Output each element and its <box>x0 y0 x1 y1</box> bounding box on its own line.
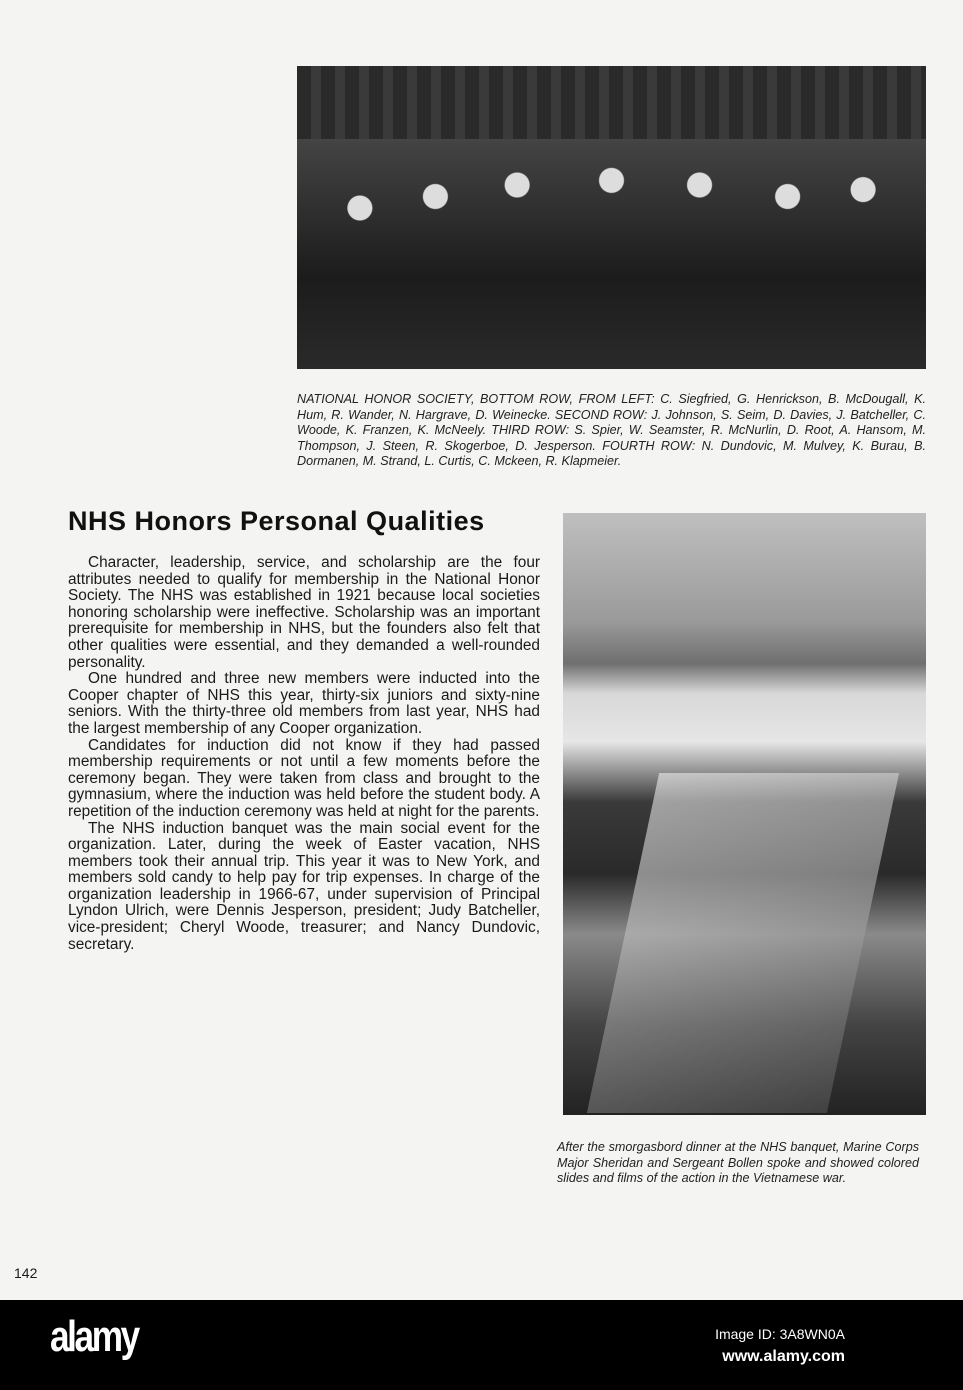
page-number: 142 <box>14 1265 38 1281</box>
article-headline: NHS Honors Personal Qualities <box>68 506 485 536</box>
article-body <box>68 555 540 953</box>
group-members-figures <box>297 139 926 369</box>
banquet-photo-caption: After the smorgasbord dinner at the NHS banquet, Marine Corps Major Sheridan and Sergeant Bollen spoke and showed colored slides and films of the action in the Vietnamese war. <box>557 1140 919 1186</box>
alamy-logo: alamy <box>50 1312 138 1361</box>
paragraph: Candidates for induction did not know if they had passed membership requirements or not until a few moments before the ceremony began. They were taken from class and brought to the gymnasium, where the induction was held before the student body. A repetition of the induction ceremony was held at night for the parents. <box>68 736 540 820</box>
banquet-table <box>587 773 899 1113</box>
alamy-url: www.alamy.com <box>722 1348 845 1365</box>
paragraph: Character, leadership, service, and scholarship are the four attributes needed to qualify for membership in the National Honor Society. The NHS was established in 1921 because local societies honoring scholarship were ineffective. Scholarship was an important prerequisite for membership in NHS, but the founders also felt that other qualities were essential, and they demanded a well-rounded personality. <box>68 554 540 671</box>
paragraph: One hundred and three new members were inducted into the Cooper chapter of NHS this year, thirty-six juniors and sixty-nine seniors. With the thirty-three old members from last year, NHS had the largest membership of any Cooper organization. <box>68 670 540 737</box>
nhs-group-photo <box>297 66 926 369</box>
watermark-footer <box>0 1300 963 1390</box>
paragraph: The NHS induction banquet was the main social event for the organization. Later, during the week of Easter vacation, NHS members took their annual trip. This year it was to New York, and members sold candy to help pay for trip expenses. In charge of the organization leadership in 1966-67, under supervision of Principal Lyndon Ulrich, were Dennis Jesperson, president; Judy Batcheller, vice-president; Cheryl Woode, treasurer; and Nancy Dundovic, secretary. <box>68 819 540 953</box>
image-id: Image ID: 3A8WN0A <box>715 1326 845 1342</box>
group-photo-caption: NATIONAL HONOR SOCIETY, BOTTOM ROW, FROM LEFT: C. Siegfried, G. Henrickson, B. McDougall, K. Hum, R. Wander, N. Hargrave, D. Weinecke. SECOND ROW: J. Johnson, S. Seim, D. Davies, J. Batcheller, C. Woode, K. Franzen, K. McNeely. THIRD ROW: S. Spier, W. Seamster, R. McNurlin, D. Root, A. Hansom, M. Thompson, J. Steen, R. Skogerboe, D. Jesperson. FOURTH ROW: N. Dundovic, M. Mulvey, K. Burau, B. Dormanen, M. Strand, L. Curtis, C. Mckeen, R. Klapmeier. <box>297 392 926 469</box>
banquet-photo <box>563 513 926 1115</box>
